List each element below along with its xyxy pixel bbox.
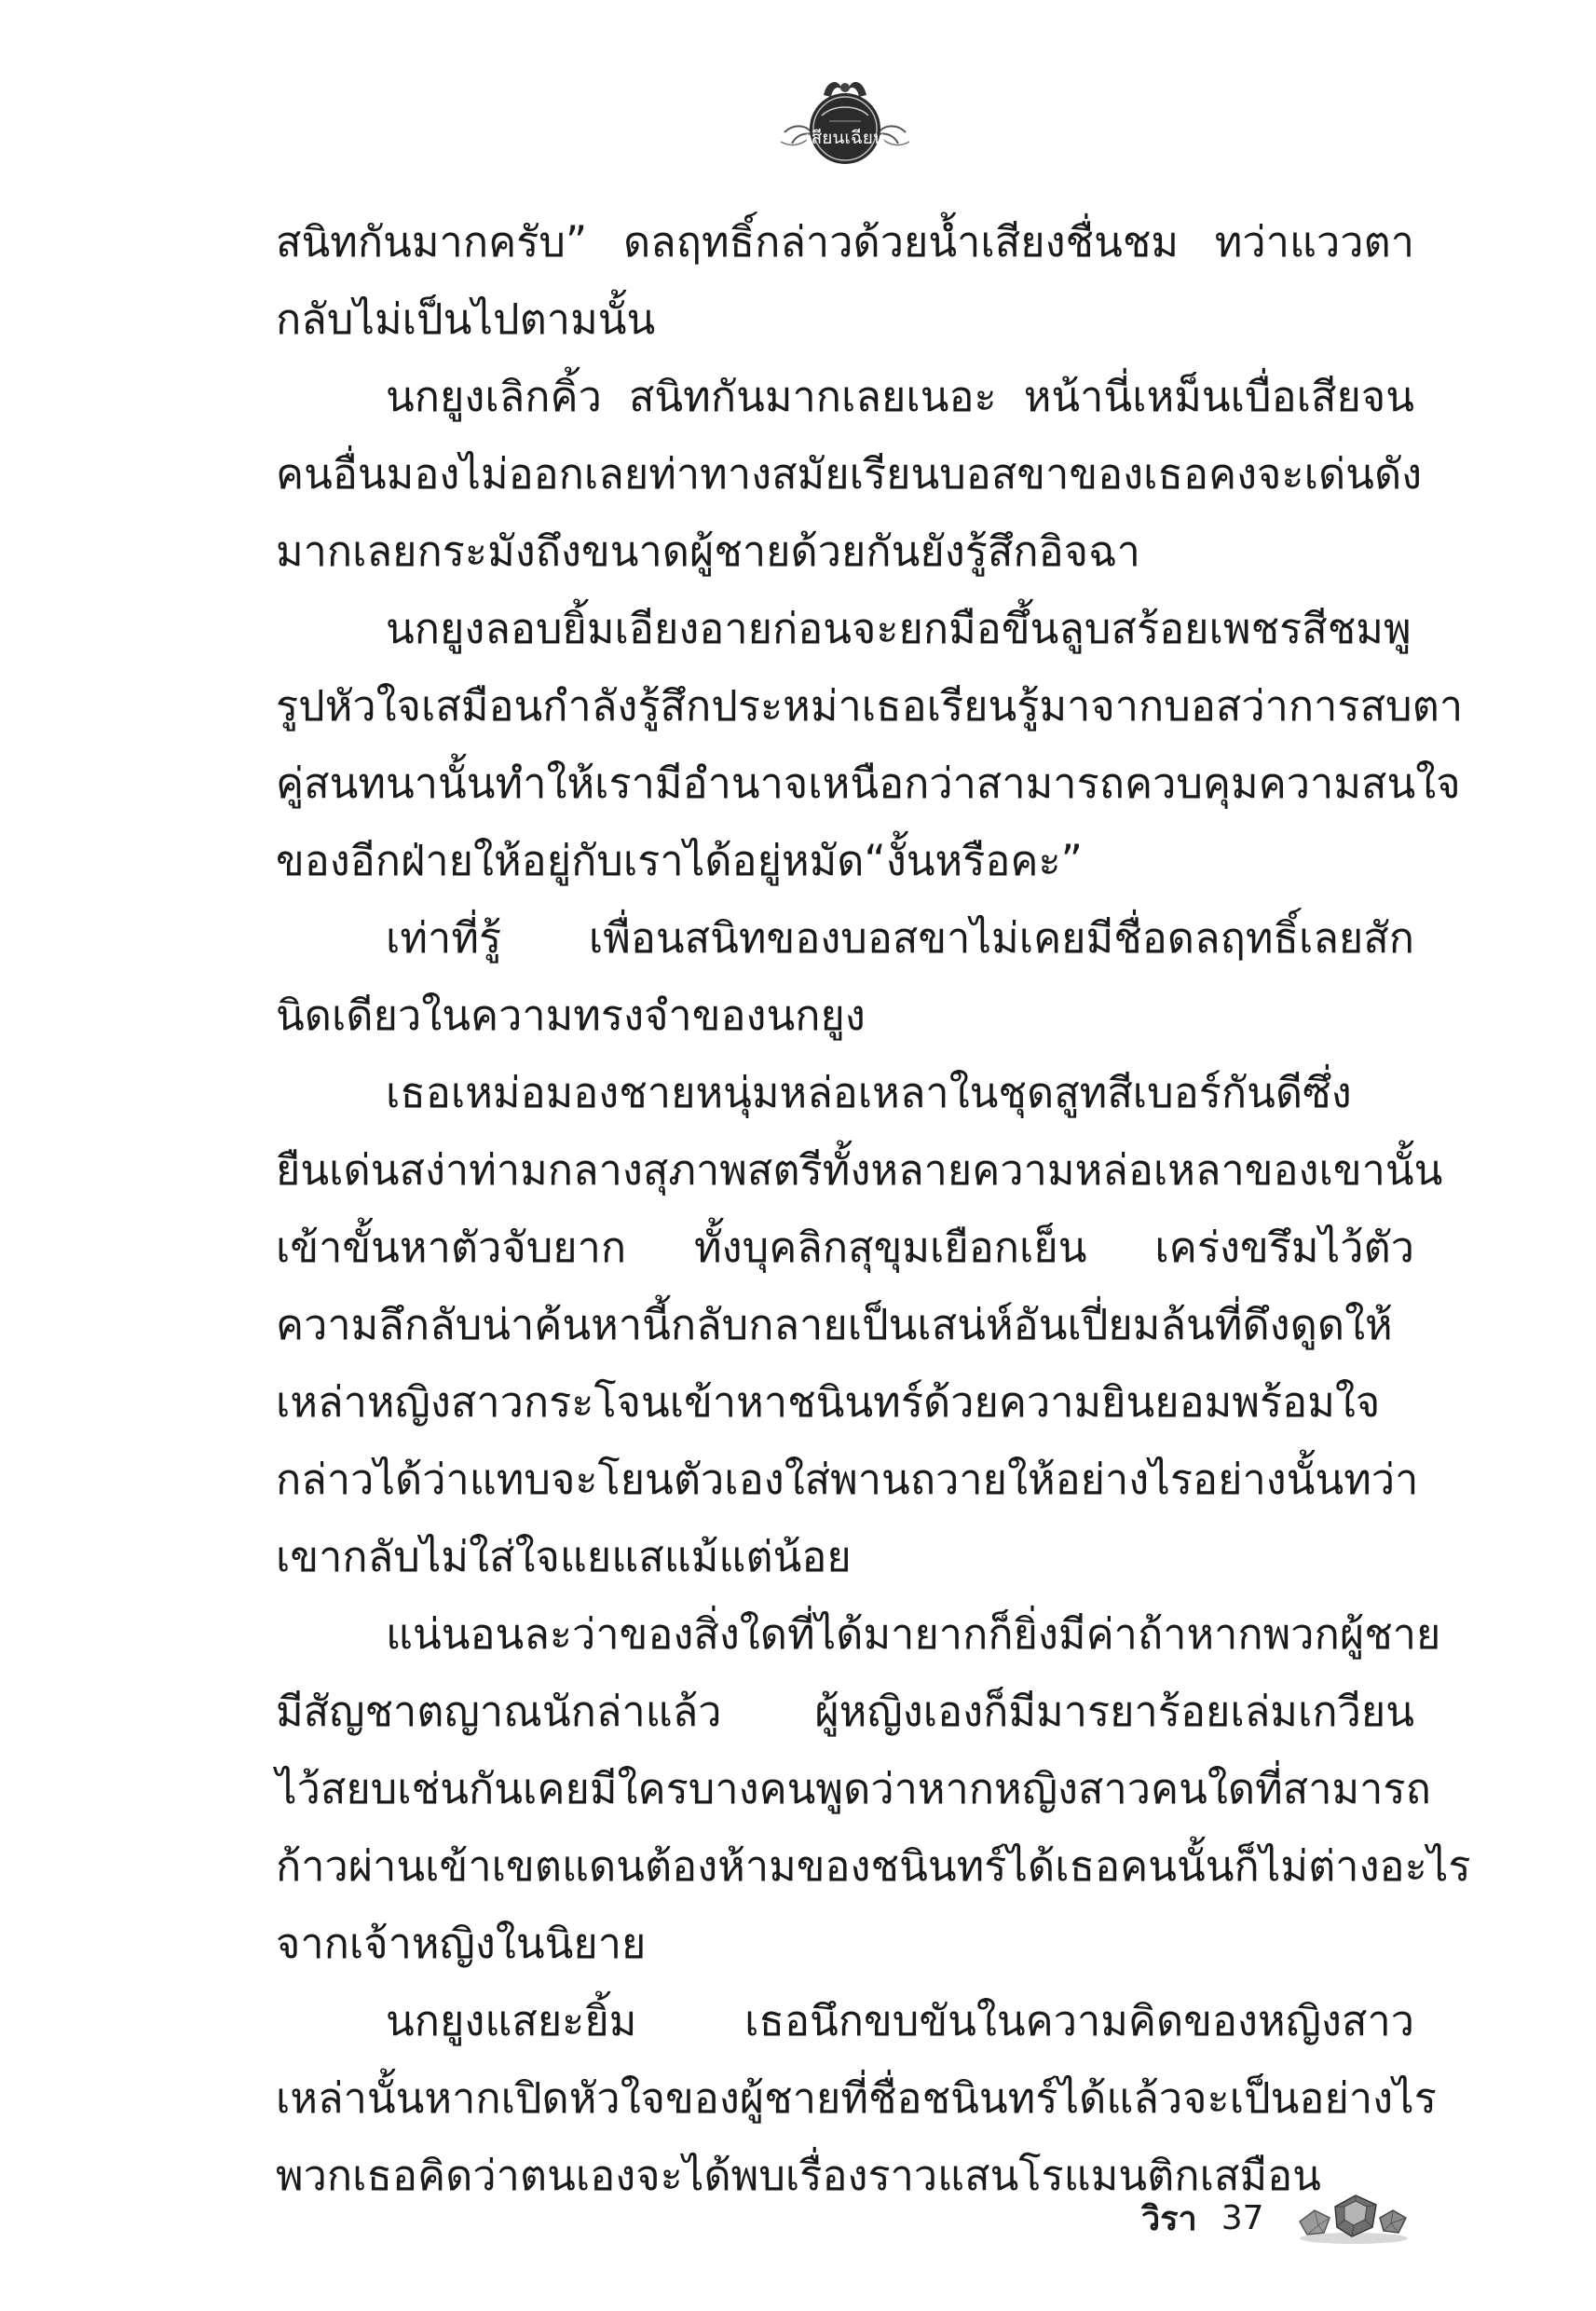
text-line: รูปหัวใจเสมือนกำลังรู้สึกประหม่า เธอเรียนรู้มาจากบอสว่าการสบตา [276, 681, 1464, 731]
text-line: ยืนเด่นสง่าท่ามกลางสุภาพสตรีทั้งหลาย ความหล่อเหลาของเขานั้น [276, 1145, 1443, 1195]
text-line: คู่สนทนานั้นทำให้เรามีอำนาจเหนือกว่า สามารถควบคุมความสนใจ [276, 759, 1461, 808]
text-line: กล่าวได้ว่าแทบจะโยนตัวเองใส่พานถวายให้อย่างไรอย่างนั้น ทว่า [276, 1455, 1419, 1504]
gem-stones-icon [1290, 2190, 1412, 2246]
text-line: แน่นอนละว่าของสิ่งใดที่ได้มายากก็ยิ่งมีค่า ถ้าหากพวกผู้ชาย [386, 1609, 1441, 1659]
text-line: ความลึกลับน่าค้นหานี้กลับกลายเป็นเสน่ห์อันเปี่ยมล้นที่ดึงดูดให้ [276, 1300, 1393, 1349]
text-line: มากเลยกระมัง ถึงขนาดผู้ชายด้วยกันยังรู้สึกอิจฉา [276, 526, 1140, 576]
page-footer [1141, 2190, 1412, 2246]
text-line: กลับไม่เป็นไปตามนั้น [276, 294, 656, 344]
page-number: 37 [1221, 2198, 1264, 2237]
text-line: คนอื่นมองไม่ออกเลย ท่าทางสมัยเรียนบอสขาของเธอคงจะเด่นดัง [276, 449, 1423, 499]
text-line: มีสัญชาตญาณนักล่าแล้ว ผู้หญิงเองก็มีมารยาร้อยเล่มเกวียน [276, 1687, 1414, 1736]
text-line: สนิทกันมากครับ” ดลฤทธิ์กล่าวด้วยน้ำเสียงชื่นชม ทว่าแววตา [276, 217, 1414, 267]
text-line: ไว้สยบเช่นกัน เคยมีใครบางคนพูดว่า หากหญิงสาวคนใดที่สามารถ [276, 1764, 1431, 1813]
chapter-text [276, 203, 1471, 2214]
text-line: นกยูงลอบยิ้มเอียงอายก่อนจะยกมือขึ้นลูบสร้อยเพชรสีชมพู [386, 604, 1412, 653]
text-line: เข้าขั้นหาตัวจับยาก ทั้งบุคลิกสุขุมเยือกเย็น เคร่งขรึมไว้ตัว [276, 1223, 1414, 1272]
text-line: นกยูงเลิกคิ้ว สนิทกันมากเลยเนอะ หน้านี่เหม็นเบื่อเสียจน [386, 372, 1414, 421]
publisher-logo [775, 67, 915, 170]
text-line: ก้าวผ่านเข้าเขตแดนต้องห้ามของชนินทร์ได้ เธอคนนั้นก็ไม่ต่างอะไร [276, 1841, 1471, 1891]
text-line: เท่าที่รู้ เพื่อนสนิทของบอสขาไม่เคยมีชื่อดลฤทธิ์เลยสัก [386, 913, 1414, 963]
text-line: ของอีกฝ่ายให้อยู่กับเราได้อยู่หมัด “งั้นหรือคะ” [276, 836, 1083, 885]
text-line: เหล่านั้น หากเปิดหัวใจของผู้ชายที่ชื่อชนินทร์ได้แล้วจะเป็นอย่างไร [276, 2073, 1437, 2123]
book-title: วิรา [1141, 2199, 1197, 2238]
text-line: นิดเดียวในความทรงจำของนกยูง [276, 991, 866, 1040]
text-line: จากเจ้าหญิงในนิยาย [276, 1919, 647, 1968]
logo-text: เสียนเฉียน [805, 128, 885, 148]
text-line: พวกเธอคิดว่าตนเองจะได้พบเรื่องราวแสนโรแมนติกเสมือน [276, 2151, 1321, 2200]
text-line: นกยูงแสยะยิ้ม เธอนึกขบขันในความคิดของหญิงสาว [386, 1996, 1414, 2045]
text-line: เหล่าหญิงสาวกระโจนเข้าหาชนินทร์ด้วยความยินยอมพร้อมใจ [276, 1377, 1381, 1427]
publisher-emblem-icon [775, 67, 915, 170]
text-line: เขากลับไม่ใส่ใจแยแสแม้แต่น้อย [276, 1532, 852, 1581]
text-line: เธอเหม่อมองชายหนุ่มหล่อเหลาในชุดสูทสีเบอร์กันดีซึ่ง [386, 1068, 1352, 1117]
